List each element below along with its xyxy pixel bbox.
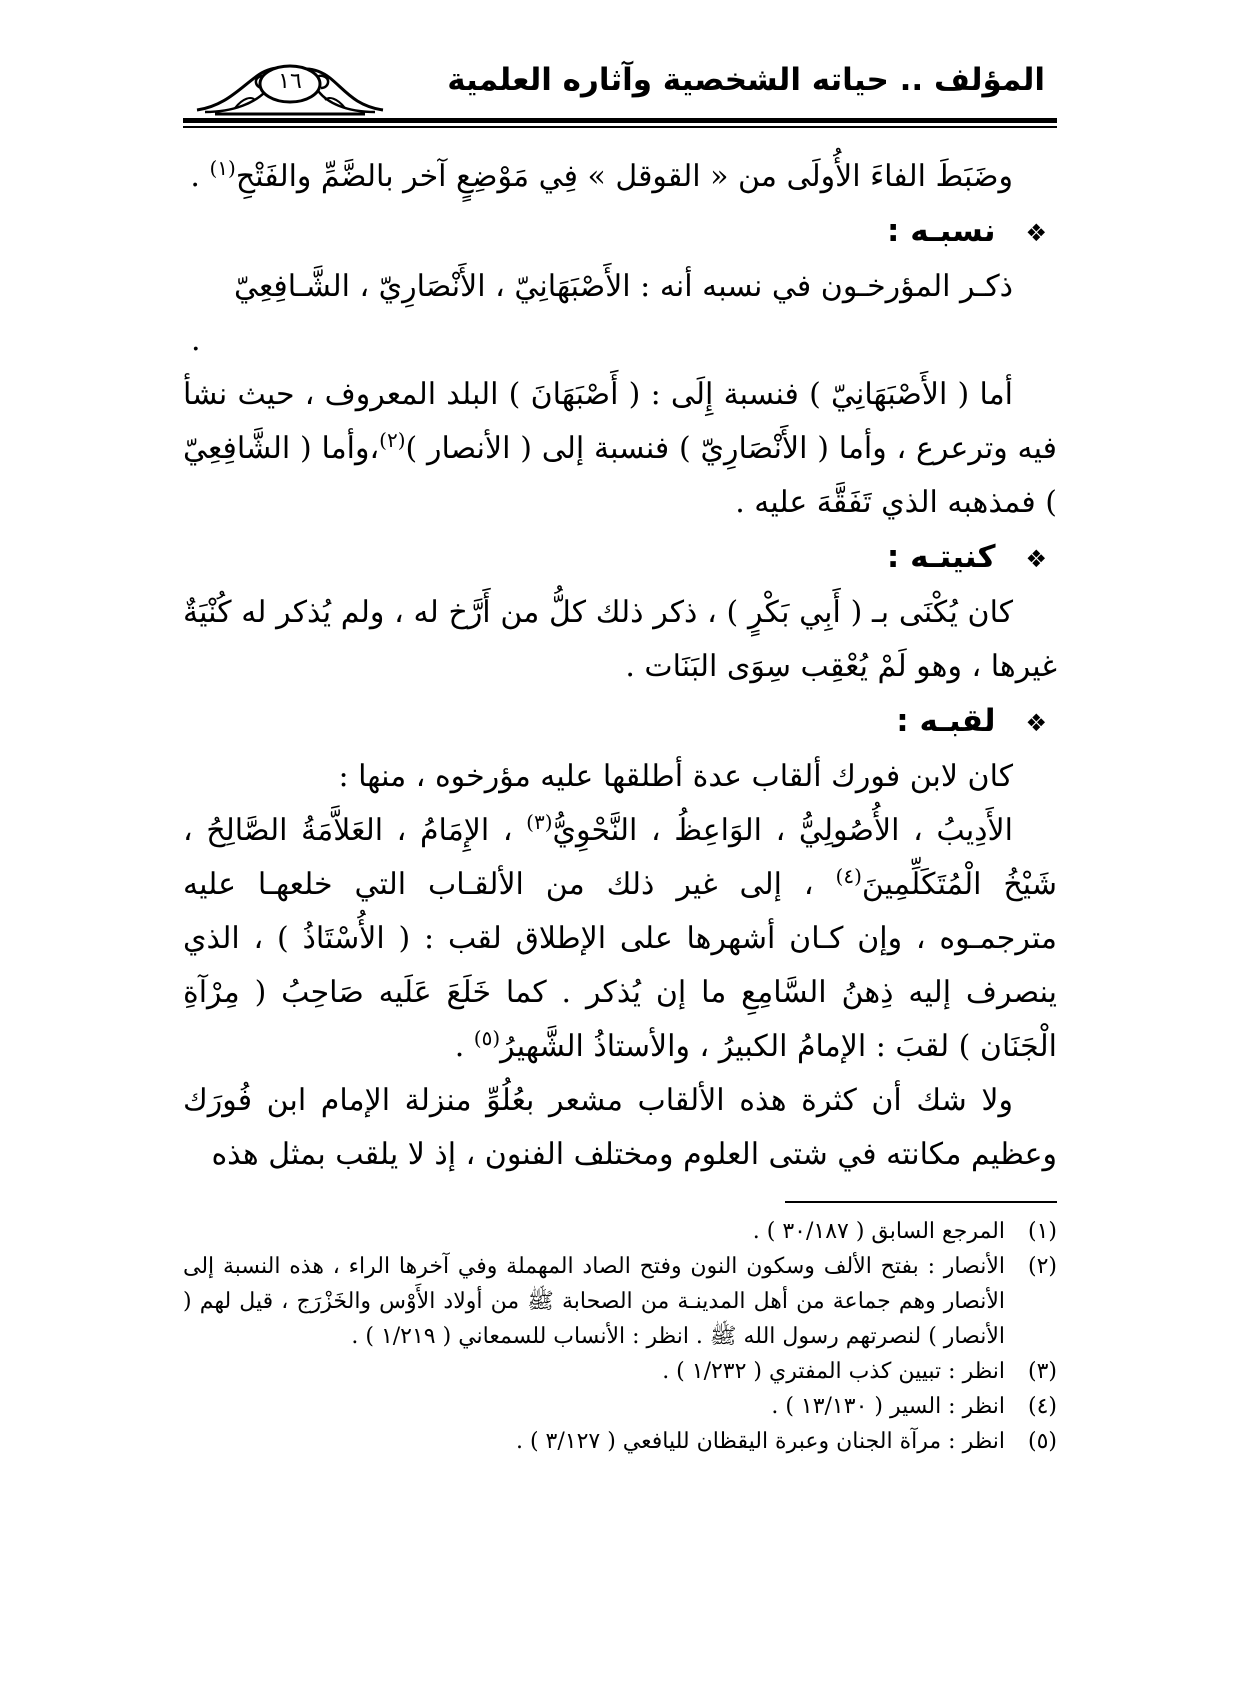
header-rule bbox=[183, 118, 1057, 123]
footnote-ref-4: (٤) bbox=[835, 864, 862, 888]
paragraph-vocalization: وضَبَطَ الفاءَ الأُولَى من « القوقل » فِي مَوْضِعٍ آخر بالضَّمِّ والفَتْحِ$^{(١)}$ . bbox=[190, 156, 1013, 194]
heading-laqab: ❖لقبـه : bbox=[896, 703, 1047, 739]
footnote: (١) المرجع السابق ( ٣٠/١٨٧ ) . bbox=[752, 1219, 1057, 1244]
page-number: ١٦ bbox=[278, 69, 302, 94]
paragraph-conclusion: ولا شك أن كثرة هذه الألقاب مشعر بعُلُوِّ منزلة الإمام ابن فُورَك وعظيم مكانته في شتى العلوم ومختلف الفنون ، إذ لا يلقب بمثل هذه bbox=[183, 1083, 1057, 1172]
heading-kunya: ❖كنيتـه : bbox=[886, 539, 1047, 575]
footnote-ref-3: (٣) bbox=[526, 810, 553, 834]
footnote-separator bbox=[785, 1201, 1057, 1203]
footnote: (٢) الأنصار : بفتح الألف وسكون النون وفتح الصاد المهملة وفي آخرها الراء ، هذه النسبة إلى الأنصار وهم جماعة من أهل المدينـة من الصحابة ﷺ من أولاد الأَوْس والخَزْرَج ، قيل لهم ( الأنصار ) لنصرتهم رسول الله ﷺ . انظر : الأنساب للسمعاني ( ١/٢١٩ ) . bbox=[183, 1254, 1057, 1349]
paragraph-nasab-end: . bbox=[191, 323, 201, 358]
footnotes bbox=[183, 1214, 1057, 1459]
paragraph-laqab-list: الأَدِيبُ ، الأُصُولِيُّ ، الوَاعِظُ ، النَّحْوِيُّ$^{(٣)}$ ، الإِمَامُ ، العَلاَّمَةُ الصَّالِحُ ، شَيْخُ الْمُتَكَلِّمِينَ$^{(٤)}$ ، إلى غير ذلك من الألقـاب التي خلعهـا عليه مترجمـوه ، وإن كـان أشهرها على الإطلاق لقب : ( الأُسْتَاذُ ) ، الذي ينصرف إليه ذِهنُ السَّامِعِ ما إن يُذكر . كما خَلَعَ عَلَيه صَاحِبُ ( مِرْآةِ الْجَنَان ) لقبَ : الإمامُ الكبيرُ ، والأستاذُ الشَّهيرُ$^{(٥)}$ . bbox=[183, 810, 1057, 1064]
paragraph-nasab: ذكـر المؤرخـون في نسبه أنه : الأَصْبَهَانِيّ ، الأَنْصَارِيّ ، الشَّـافِعِيّ bbox=[233, 269, 1013, 304]
footnote: (٣) انظر : تبيين كذب المفتري ( ١/٢٣٢ ) . bbox=[662, 1359, 1057, 1384]
diamond-bullet-icon: ❖ bbox=[1025, 709, 1047, 737]
diamond-bullet-icon: ❖ bbox=[1025, 219, 1047, 247]
running-title: المؤلف .. حياته الشخصية وآثاره العلمية bbox=[447, 62, 1045, 98]
footnote: (٥) انظر : مرآة الجنان وعبرة اليقظان لليافعي ( ٣/١٢٧ ) . bbox=[515, 1429, 1057, 1454]
footnote-ref-5: (٥) bbox=[473, 1026, 501, 1050]
paragraph-nasab-explanation: أما ( الأَصْبَهَانِيّ ) فنسبة إِلَى : ( أَصْبَهَانَ ) البلد المعروف ، حيث نشأ فيه وترعرع ، وأما ( الأَنْصَارِيّ ) فنسبة إلى ( الأنصار )$^{(٢)}$،وأما ( الشَّافِعِيّ ) فمذهبه الذي تَفَقَّهَ عليه . bbox=[183, 377, 1057, 520]
header-rule-thin bbox=[183, 126, 1057, 128]
heading-nasab: ❖نسبـه : bbox=[887, 213, 1047, 249]
footnote: (٤) انظر : السير ( ١٣/١٣٠ ) . bbox=[771, 1394, 1057, 1419]
footnote-ref-2: (٢) bbox=[379, 428, 406, 452]
paragraph-kunya: كان يُكْنَى بـ ( أَبِي بَكْرٍ ) ، ذكر ذلك كلُّ من أَرَّخ له ، ولم يُذكر له كُنْيَةٌ غيرها ، وهو لَمْ يُعْقِب سِوَى البَنَات . bbox=[183, 595, 1057, 684]
paragraph-laqab-intro: كان لابن فورك ألقاب عدة أطلقها عليه مؤرخوه ، منها : bbox=[338, 759, 1013, 794]
main-text bbox=[183, 150, 1057, 1182]
diamond-bullet-icon: ❖ bbox=[1025, 545, 1047, 573]
footnote-ref-1: (١) bbox=[209, 156, 236, 180]
